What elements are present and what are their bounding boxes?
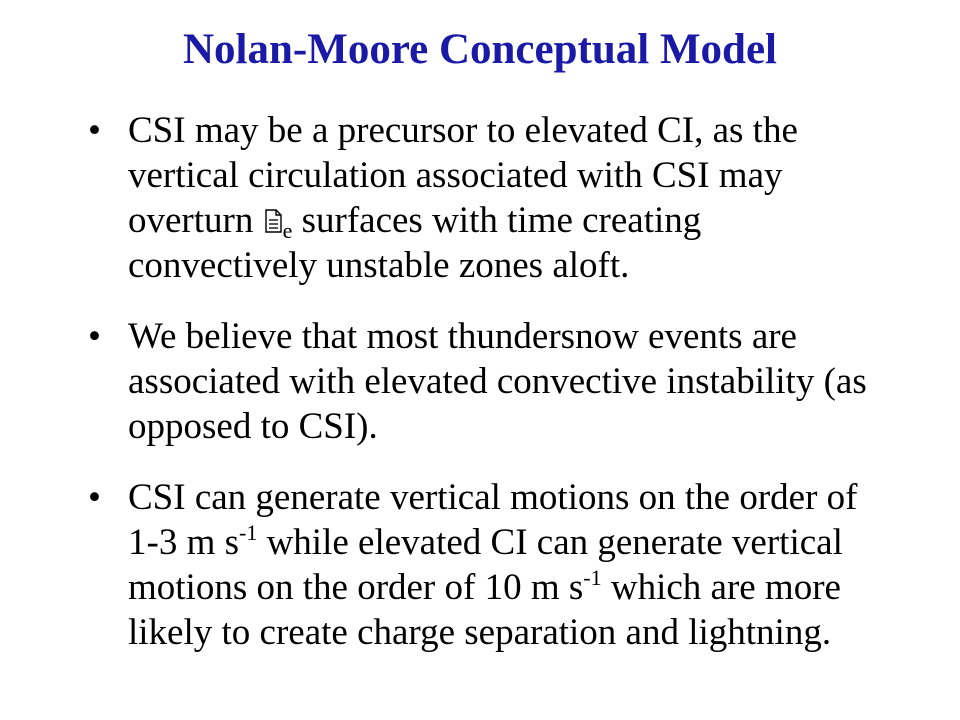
missing-glyph-icon (263, 208, 283, 234)
unit-exponent: -1 (239, 520, 258, 545)
theta-subscript: e (282, 218, 293, 243)
unit-exponent: -1 (583, 565, 602, 590)
bullet-3-text-part3: which are more likely to create charge separation and lightning. (128, 567, 841, 653)
bullet-1-text-part2: surfaces with time creating convectively unstable zones aloft. (128, 200, 702, 286)
bullet-item-1 (88, 108, 888, 288)
bullet-item-2 (88, 314, 888, 449)
bullet-item-3 (88, 475, 888, 655)
bullet-list (88, 108, 888, 681)
bullet-marker: • (88, 316, 101, 357)
bullet-2-text: We believe that most thundersnow events are associated with elevated convective instability (as opposed to CSI). (128, 316, 867, 447)
bullet-marker: • (88, 110, 101, 151)
slide-title: Nolan-Moore Conceptual Model (183, 26, 777, 73)
bullet-1-text-part1: CSI may be a precursor to elevated CI, as the vertical circulation associated with CSI may overturn (128, 110, 798, 241)
bullet-3-text-part1: CSI can generate vertical motions on the order of 1-3 m s (128, 477, 858, 563)
bullet-3-text-part2: while elevated CI can generate vertical motions on the order of 10 m s (128, 522, 843, 608)
bullet-marker: • (88, 477, 101, 518)
